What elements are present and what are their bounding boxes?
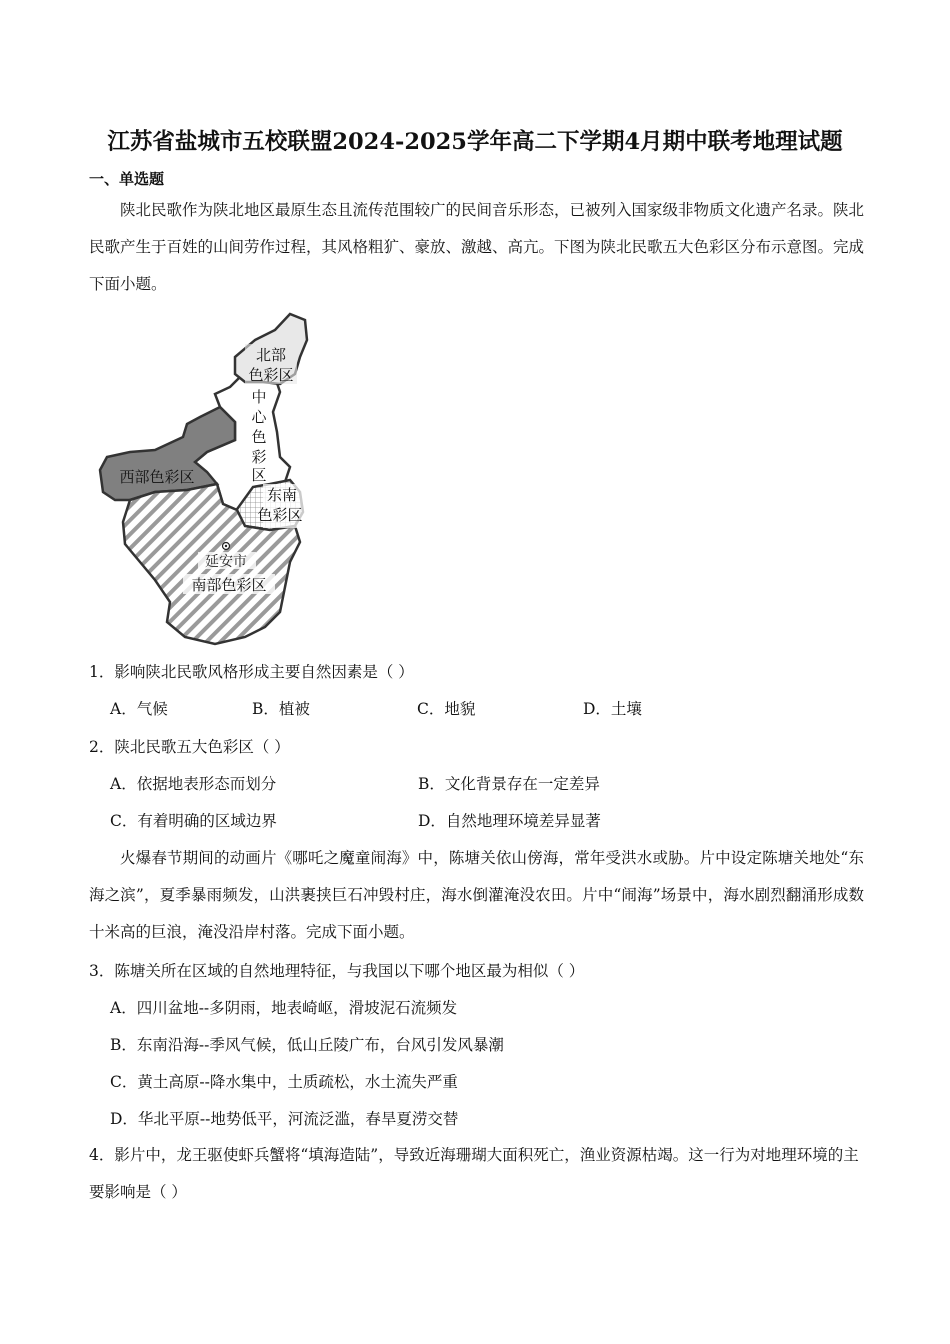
- shaanbei-color-region-map: [95, 312, 325, 652]
- southeast-label-line2: 色彩区: [257, 506, 303, 524]
- center-label-5: 区: [251, 466, 267, 484]
- north-label-line1: 北部: [255, 346, 287, 364]
- q3-option-a: A．四川盆地--多阴雨，地表崎岖，滑坡泥石流频发: [110, 999, 458, 1017]
- question-3-stem: 3．陈塘关所在区域的自然地理特征，与我国以下哪个地区最为相似（ ）: [89, 962, 585, 980]
- q3-option-b: B．东南沿海--季风气候，低山丘陵广布，台风引发风暴潮: [110, 1036, 504, 1054]
- q3-option-c: C．黄土高原--降水集中，土质疏松，水土流失严重: [110, 1073, 458, 1091]
- q2-option-d: D．自然地理环境差异显著: [418, 812, 601, 830]
- city-label: 延安市: [205, 554, 247, 570]
- q2-option-a: A．依据地表形态而划分: [110, 775, 277, 793]
- west-label: 西部色彩区: [119, 468, 195, 486]
- q1-option-a: A．气候: [110, 700, 168, 718]
- southeast-label-line1: 东南: [266, 486, 298, 504]
- center-label-3: 色: [251, 428, 267, 446]
- passage-1: 陕北民歌作为陕北地区最原生态且流传范围较广的民间音乐形态，已被列入国家级非物质文化遗产名录。陕北民歌产生于百姓的山间劳作过程，其风格粗犷、豪放、激越、高亢。下图为陕北民歌五大色彩区分布示意图。完成下面小题。: [89, 201, 865, 293]
- q2-option-c: C．有着明确的区域边界: [110, 812, 277, 830]
- passage-2: 火爆春节期间的动画片《哪吒之魔童闹海》中，陈塘关依山傍海，常年受洪水或胁。片中设定陈塘关地处“东海之滨”，夏季暴雨频发，山洪裹挟巨石冲毁村庄，海水倒灌淹没农田。片中“闹海”场景中，海水剧烈翻涌形成数十米高的巨浪，淹没沿岸村落。完成下面小题。: [89, 849, 864, 941]
- page-title: 江苏省盐城市五校联盟2024-2025学年高二下学期4月期中联考地理试题: [107, 129, 843, 155]
- south-label: 南部色彩区: [191, 576, 267, 594]
- section-heading: 一、单选题: [89, 170, 165, 188]
- question-1-stem: 1．影响陕北民歌风格形成主要自然因素是（ ）: [89, 663, 414, 681]
- question-4-stem: 4．影片中，龙王驱使虾兵蟹将“填海造陆”，导致近海珊瑚大面积死亡，渔业资源枯竭。这一行为对地理环境的主要影响是（ ）: [89, 1146, 859, 1201]
- center-label-1: 中: [251, 388, 267, 406]
- q1-option-c: C．地貌: [417, 700, 476, 718]
- north-label-line2: 色彩区: [248, 366, 294, 384]
- question-2-stem: 2．陕北民歌五大色彩区（ ）: [89, 738, 290, 756]
- q1-option-b: B．植被: [252, 700, 310, 718]
- q3-option-d: D．华北平原--地势低平，河流泛滥，春旱夏涝交替: [110, 1110, 459, 1128]
- center-label-2: 心: [251, 408, 267, 426]
- q1-option-d: D．土壤: [583, 700, 642, 718]
- q2-option-b: B．文化背景存在一定差异: [418, 775, 600, 793]
- center-label-4: 彩: [251, 448, 267, 466]
